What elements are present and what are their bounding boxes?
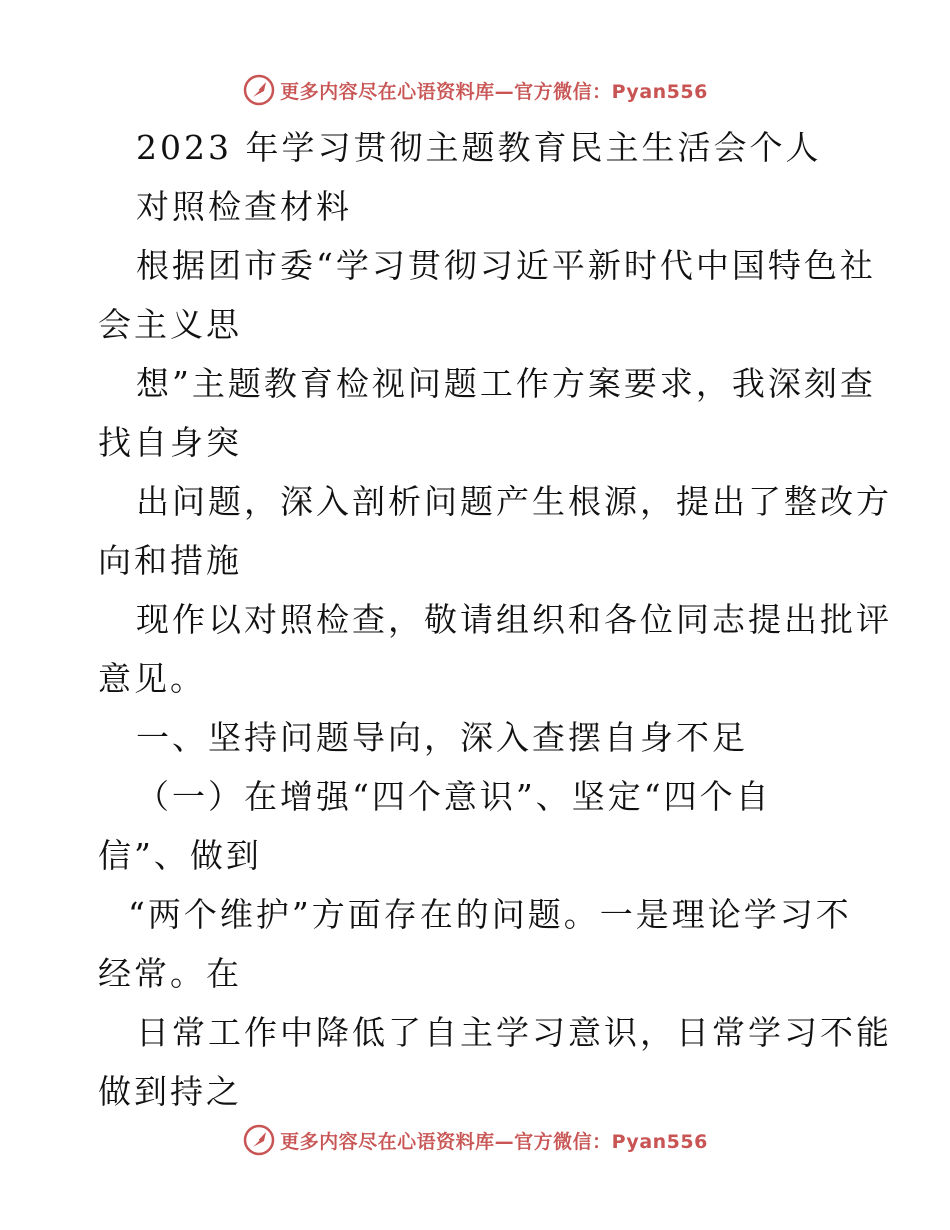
document-body [98, 118, 892, 1121]
text-line: 意见。 [98, 659, 206, 698]
text-line: 对照检查材料 [136, 187, 352, 226]
feather-logo-icon [242, 1123, 276, 1157]
text-line: 2023 年学习贯彻主题教育民主生活会个人 [136, 128, 822, 167]
text-line: （一）在增强“四个意识”、坚定“四个自 [136, 777, 772, 816]
feather-logo-icon [242, 73, 276, 107]
watermark-text: 更多内容尽在心语资料库—官方微信：Pyan556 [280, 80, 708, 103]
text-line: 找自身突 [98, 423, 242, 462]
text-line: 信”、做到 [98, 836, 262, 875]
text-line: 想”主题教育检视问题工作方案要求，我深刻查 [136, 364, 876, 403]
text-line: 出问题，深入剖析问题产生根源，提出了整改方 [136, 482, 892, 521]
text-line: 现作以对照检查，敬请组织和各位同志提出批评 [136, 600, 892, 639]
text-line: “两个维护”方面存在的问题。一是理论学习不 [128, 895, 852, 934]
watermark-header [0, 70, 950, 110]
text-line: 会主义思 [98, 305, 242, 344]
text-line: 经常。在 [98, 954, 242, 993]
watermark-text: 更多内容尽在心语资料库—官方微信：Pyan556 [280, 1130, 708, 1153]
watermark-footer [0, 1120, 950, 1160]
text-line: 日常工作中降低了自主学习意识，日常学习不能 [136, 1013, 892, 1052]
text-line: 根据团市委“学习贯彻习近平新时代中国特色社 [136, 246, 876, 285]
text-line: 做到持之 [98, 1072, 242, 1111]
text-line: 向和措施 [98, 541, 242, 580]
text-line: 一、坚持问题导向，深入查摆自身不足 [136, 718, 748, 757]
